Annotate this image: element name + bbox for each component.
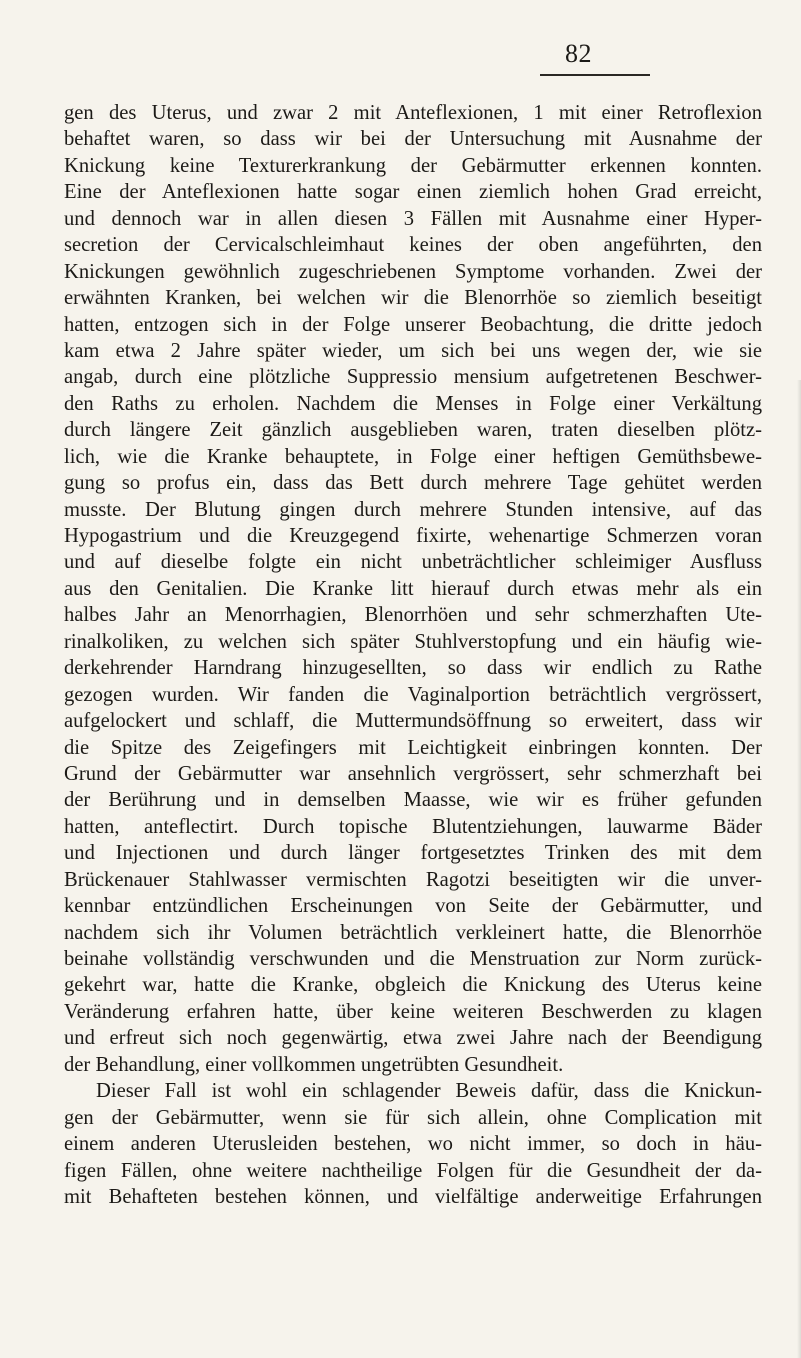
text-line: und Injectionen und durch länger fortgesetztes Trinken des mit dem: [64, 842, 762, 865]
header-rule: [540, 74, 650, 76]
text-line: hatten, entzogen sich in der Folge unserer Beobachtung, die dritte jedoch: [64, 313, 762, 336]
text-line: gen der Gebärmutter, wenn sie für sich allein, ohne Complication mit: [64, 1106, 762, 1129]
page-number: 82: [565, 39, 592, 68]
text-line: gezogen wurden. Wir fanden die Vaginalportion beträchtlich vergrössert,: [64, 683, 762, 706]
text-line: Knickungen gewöhnlich zugeschriebenen Symptome vorhanden. Zwei der: [64, 260, 762, 283]
text-line: einem anderen Uterusleiden bestehen, wo nicht immer, so doch in häu-: [64, 1133, 762, 1156]
text-line: nachdem sich ihr Volumen beträchtlich verkleinert hatte, die Blenorrhöe: [64, 921, 762, 944]
text-line: und auf dieselbe folgte ein nicht unbeträchtlicher schleimiger Ausfluss: [64, 551, 762, 574]
text-line: lich, wie die Kranke behauptete, in Folge einer heftigen Gemüthsbewe-: [64, 445, 762, 468]
text-line: musste. Der Blutung gingen durch mehrere Stunden intensive, auf das: [64, 498, 762, 521]
text-line: secretion der Cervicalschleimhaut keines der oben angeführten, den: [64, 234, 762, 257]
text-line: aus den Genitalien. Die Kranke litt hierauf durch etwas mehr als ein: [64, 577, 762, 600]
text-line: kam etwa 2 Jahre später wieder, um sich bei uns wegen der, wie sie: [64, 339, 762, 362]
text-line: aufgelockert und schlaff, die Muttermundsöffnung so erweitert, dass wir: [64, 710, 762, 733]
text-line: und dennoch war in allen diesen 3 Fällen mit Ausnahme einer Hyper-: [64, 207, 762, 230]
text-line: die Spitze des Zeigefingers mit Leichtigkeit einbringen konnten. Der: [64, 736, 762, 759]
text-line: gen des Uterus, und zwar 2 mit Anteflexionen, 1 mit einer Retroflexion: [64, 102, 762, 124]
paragraph-end-line: der Behandlung, einer vollkommen ungetrübten Gesundheit.: [64, 1053, 564, 1076]
text-line: angab, durch eine plötzliche Suppressio mensium aufgetretenen Beschwer-: [64, 366, 762, 389]
scan-edge-shadow: [797, 380, 801, 1358]
text-line: Veränderung erfahren hatte, über keine weiteren Beschwerden zu klagen: [64, 1000, 762, 1023]
text-line: Hypogastrium und die Kreuzgegend fixirte, wehenartige Schmerzen voran: [64, 525, 762, 547]
text-line: halbes Jahr an Menorrhagien, Blenorrhöen und sehr schmerzhaften Ute-: [64, 604, 762, 627]
text-line: behaftet waren, so dass wir bei der Untersuchung mit Ausnahme der: [64, 128, 762, 151]
text-line: Knickung keine Texturerkrankung der Gebärmutter erkennen konnten.: [64, 154, 762, 177]
text-line: kennbar entzündlichen Erscheinungen von Seite der Gebärmutter, und: [64, 895, 762, 918]
text-line: der Berührung und in demselben Maasse, wie wir es früher gefunden: [64, 789, 762, 812]
text-line: und erfreut sich noch gegenwärtig, etwa zwei Jahre nach der Beendigung: [64, 1027, 762, 1050]
text-line: gung so profus ein, dass das Bett durch mehrere Tage gehütet werden: [64, 472, 762, 495]
text-line: beinahe vollständig verschwunden und die Menstruation zur Norm zurück-: [64, 948, 762, 970]
text-line: Eine der Anteflexionen hatte sogar einen ziemlich hohen Grad erreicht,: [64, 181, 762, 204]
text-line: den Raths zu erholen. Nachdem die Menses in Folge einer Verkältung: [64, 392, 762, 415]
text-line: durch längere Zeit gänzlich ausgeblieben waren, traten dieselben plötz-: [64, 419, 762, 442]
text-line: derkehrender Harndrang hinzugesellten, so dass wir endlich zu Rathe: [64, 657, 762, 680]
text-line: erwähnten Kranken, bei welchen wir die Blenorrhöe so ziemlich beseitigt: [64, 287, 762, 310]
text-line: figen Fällen, ohne weitere nachtheilige Folgen für die Gesundheit der da-: [64, 1159, 762, 1182]
text-line: mit Behafteten bestehen können, und vielfältige anderweitige Erfahrungen: [64, 1185, 762, 1208]
text-line: rinalkoliken, zu welchen sich später Stuhlverstopfung und ein häufig wie-: [64, 630, 762, 653]
body-text: [64, 100, 762, 1210]
text-line: hatten, anteflectirt. Durch topische Blutentziehungen, lauwarme Bäder: [64, 815, 762, 838]
text-line: gekehrt war, hatte die Kranke, obgleich die Knickung des Uterus keine: [64, 974, 762, 997]
text-line: Brückenauer Stahlwasser vermischten Ragotzi beseitigten wir die unver-: [64, 868, 762, 891]
text-line: Grund der Gebärmutter war ansehnlich vergrössert, sehr schmerzhaft bei: [64, 762, 762, 785]
paragraph-start-line: Dieser Fall ist wohl ein schlagender Beweis dafür, dass die Knickun-: [96, 1080, 762, 1103]
